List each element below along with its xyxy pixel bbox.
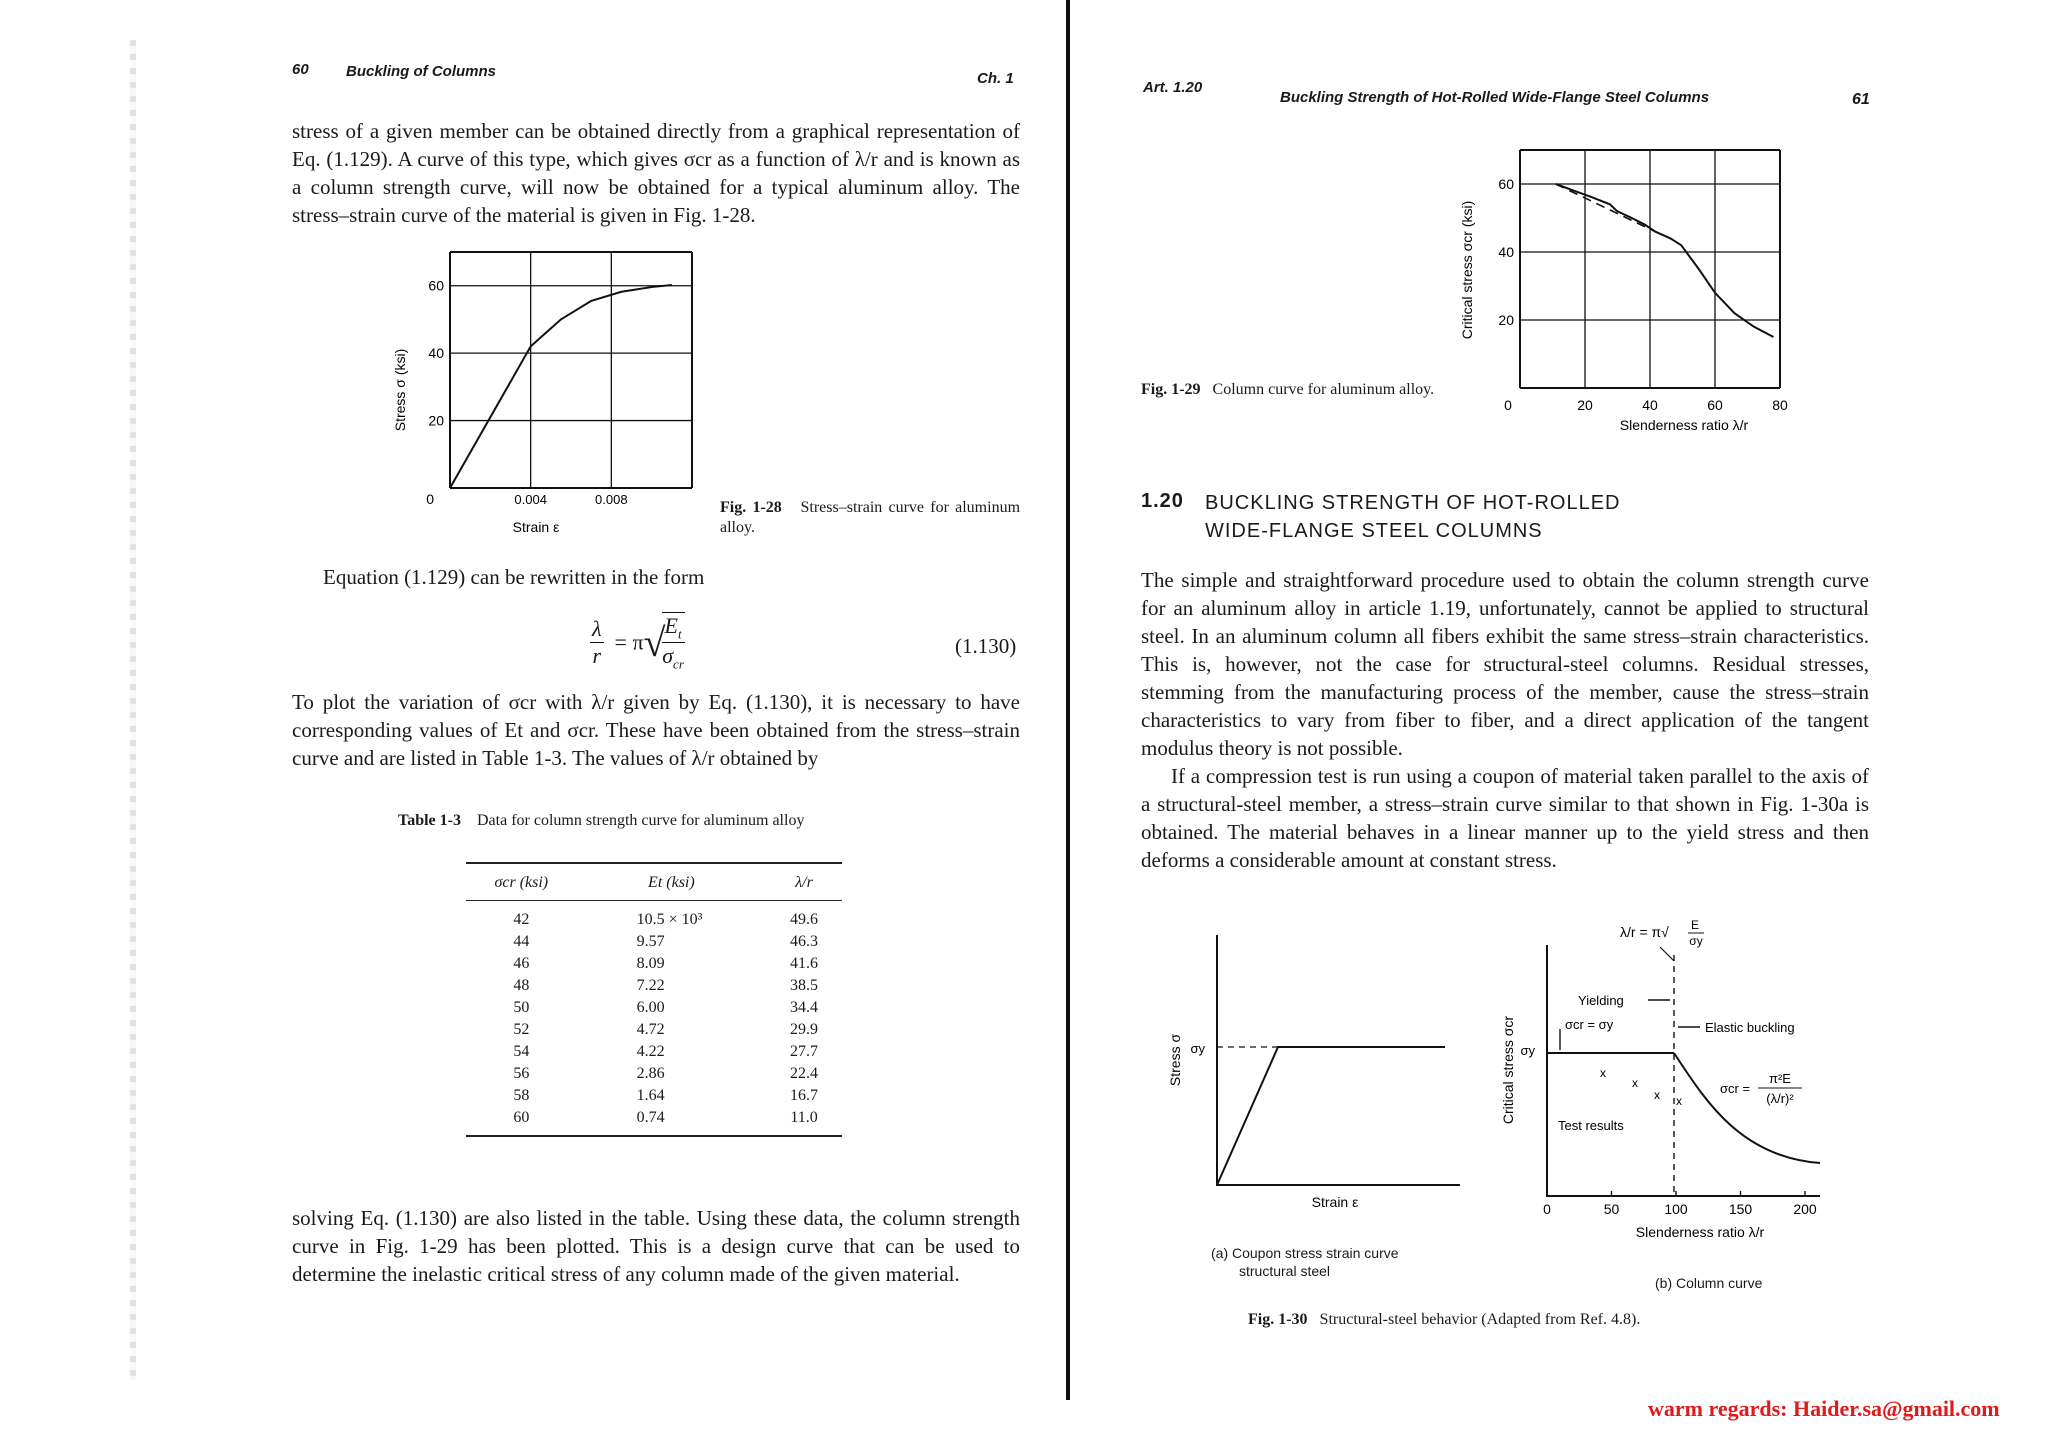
- left-running-title: Buckling of Columns: [346, 63, 496, 80]
- fig-1-30a-yield-label: σy: [1190, 1041, 1205, 1056]
- left-page-number: 60: [292, 61, 309, 78]
- fig-1-30b-xtick-label: 50: [1603, 1201, 1620, 1217]
- table-cell-et: 0.74: [577, 1107, 766, 1136]
- right-para-2: If a compression test is run using a coupon of material taken parallel to the axis of a structural-steel member, a stress–strain curve similar to that shown in Fig. 1-30a is obtained. The material behaves in a linear manner up to the yield stress and then deforms a considerable amount at constant stress.: [1141, 764, 1869, 872]
- fig-1-30b-test-mark: x: [1632, 1076, 1638, 1090]
- fig-1-30b-xtick-label: 100: [1664, 1201, 1688, 1217]
- table-cell-sigma: 50: [513, 999, 530, 1016]
- fig-1-30b-euler-den: (λ/r)²: [1766, 1091, 1794, 1106]
- fig-1-30b-euler-curve: [1674, 1053, 1820, 1163]
- eq-equals-pi: = π: [609, 629, 644, 655]
- fig-1-29-xtick-40: 40: [1642, 397, 1658, 413]
- eq-lambda: λ: [592, 615, 602, 641]
- fig-1-29-caption-text: Column curve for aluminum alloy.: [1212, 381, 1435, 398]
- fig-1-28-chart: [380, 240, 710, 550]
- table-cell-lambda: 27.7: [790, 1043, 819, 1060]
- fig-1-30-caption-num: Fig. 1-30: [1248, 1311, 1308, 1328]
- table-cell-et: 10.5 × 10³: [636, 911, 703, 928]
- right-page-number: 61: [1852, 91, 1870, 108]
- table-cell-sigma: 52: [513, 1021, 530, 1038]
- watermark: warm regards: Haider.sa@gmail.com: [1648, 1396, 2000, 1421]
- eq-radicand: $E_t$ $\sigma_{cr}$: [662, 613, 684, 672]
- fig-1-30b-yield-label: σy: [1520, 1043, 1535, 1058]
- table-row: [466, 901, 842, 932]
- right-article: Art. 1.20: [1143, 79, 1203, 96]
- fig-1-30b-transition-eq-lhs: λ/r = π√: [1620, 924, 1669, 940]
- table-cell-lambda: 49.6: [790, 911, 819, 928]
- fig-1-30a-curve: [1217, 1047, 1445, 1185]
- table-row: [466, 953, 842, 975]
- fig-1-29-caption: [1141, 380, 1441, 400]
- section-title-line-2: WIDE-FLANGE STEEL COLUMNS: [1205, 520, 1543, 542]
- fig-1-30b-caption: (b) Column curve: [1655, 1275, 1763, 1291]
- table-header-sigma: σcr (ksi): [466, 863, 577, 901]
- page-edge-shadow: [130, 40, 136, 1380]
- table-1-3-caption: [398, 811, 804, 831]
- fig-1-28-curve: [450, 285, 672, 488]
- fig-1-30b-yielding-label: Yielding: [1578, 993, 1624, 1008]
- table-cell-lambda: 38.5: [790, 977, 819, 994]
- table-cell-lambda: 22.4: [790, 1065, 819, 1082]
- fig-1-30a-caption: [1211, 1244, 1399, 1280]
- fig-1-30b-transition-eq-E: E: [1690, 918, 1700, 932]
- table-body: [466, 901, 842, 1137]
- table-cell-lambda: 11.0: [766, 1107, 842, 1136]
- table-row: [466, 931, 842, 953]
- table-row: [466, 997, 842, 1019]
- fig-1-29-xtick-0: 0: [1504, 397, 1512, 413]
- fig-1-29-ytick-40: 40: [1498, 244, 1514, 260]
- fig-1-29-xtick-60: 60: [1707, 397, 1723, 413]
- fig-1-30b-transition-arrow: [1660, 947, 1674, 961]
- table-row: [466, 1019, 842, 1041]
- fig-1-29-ytick-60: 60: [1498, 176, 1514, 192]
- table-cell-et: 6.00: [636, 999, 665, 1016]
- fig-1-30b-test-mark: x: [1654, 1088, 1660, 1102]
- fig-1-29-xtick-80: 80: [1772, 397, 1788, 413]
- table-cell-et: 7.22: [636, 977, 665, 994]
- fig-1-28-xtick-0008: 0.008: [595, 492, 628, 507]
- fig-1-29-ylabel: Critical stress σcr (ksi): [1459, 200, 1475, 340]
- table-row: [466, 1085, 842, 1107]
- table-row: [466, 975, 842, 997]
- right-running-title: Buckling Strength of Hot-Rolled Wide-Flange Steel Columns: [1280, 89, 1710, 106]
- table-cell-sigma: 46: [513, 955, 530, 972]
- fig-1-30b-euler-lhs: σcr =: [1720, 1081, 1751, 1096]
- fig-1-30b-euler-num: π²E: [1769, 1071, 1791, 1086]
- table-cell-et: 9.57: [636, 933, 665, 950]
- fig-1-30a-axes: [1217, 935, 1460, 1185]
- table-cell-et: 4.72: [636, 1021, 665, 1038]
- table-cell-et: 4.22: [636, 1043, 665, 1060]
- fig-1-30b-xtick-label: 0: [1543, 1201, 1551, 1217]
- fig-1-28-ytick-0: 0: [426, 491, 434, 507]
- fig-1-30a-ylabel: Stress σ: [1167, 1033, 1183, 1087]
- fig-1-30b-test-results: Test results: [1558, 1118, 1624, 1133]
- table-row: [466, 1107, 842, 1136]
- book-spine: [1066, 0, 1070, 1400]
- fig-1-28-ylabel: Stress σ (ksi): [392, 348, 408, 432]
- fig-1-28-caption-num: Fig. 1-28: [720, 499, 782, 516]
- table-cell-lambda: 16.7: [790, 1087, 819, 1104]
- table-row: [466, 1063, 842, 1085]
- table-1-3-caption-num: Table 1-3: [398, 812, 461, 829]
- table-1-3-caption-text: Data for column strength curve for aluminum alloy: [476, 812, 805, 829]
- right-para-1: The simple and straightforward procedure used to obtain the column strength curve for an aluminum alloy in article 1.19, unfortunately, cannot be applied to structural steel. In an aluminum column all fibers exhibit the same stress–strain characteristics. This is, however, not the case for structural-steel columns. Residual stresses, stemming from the manufacturing process of the member, cause the stress–strain characteristics to vary from fiber to fiber, and a direct application of the tangent modulus theory is not possible.: [1141, 568, 1869, 760]
- fig-1-30-chart: [1160, 905, 1880, 1285]
- fig-1-29-curve: [1556, 184, 1774, 337]
- left-para-1: stress of a given member can be obtained directly from a graphical representation of Eq. (1.129). A curve of this type, which gives σcr as a function of λ/r and is known as a column strength curve, will now be obtained for a typical aluminum alloy. The stress–strain curve of the material is given in Fig. 1-28.: [292, 119, 1020, 227]
- fig-1-30b-transition-eq-sigma: σy: [1689, 934, 1703, 948]
- fig-1-28-caption: [720, 498, 1020, 538]
- fig-1-29-ytick-20: 20: [1498, 312, 1514, 328]
- table-cell-lambda: 41.6: [790, 955, 819, 972]
- equation-number: (1.130): [955, 634, 1017, 658]
- table-cell-sigma: 60: [466, 1107, 577, 1136]
- table-cell-et: 8.09: [636, 955, 665, 972]
- fig-1-28-ytick-40: 40: [428, 345, 444, 362]
- fig-1-29-xtick-20: 20: [1577, 397, 1593, 413]
- fig-1-30-caption: [1248, 1310, 1640, 1330]
- table-cell-sigma: 42: [513, 911, 530, 928]
- table-cell-et: 2.86: [636, 1065, 665, 1082]
- table-cell-lambda: 29.9: [790, 1021, 819, 1038]
- equation-intro: Equation (1.129) can be rewritten in the form: [323, 565, 705, 589]
- fig-1-30b-xtick-label: 200: [1793, 1201, 1817, 1217]
- eq-r: r: [592, 642, 602, 668]
- fig-1-30b-test-mark: x: [1600, 1066, 1606, 1080]
- section-title-line-1: BUCKLING STRENGTH OF HOT-ROLLED: [1205, 492, 1621, 514]
- table-cell-sigma: 58: [513, 1087, 530, 1104]
- eq-sqrt-sign: √: [643, 619, 666, 665]
- table-cell-lambda: 46.3: [790, 933, 819, 950]
- fig-1-30b-ylabel: Critical stress σcr: [1500, 1015, 1516, 1125]
- table-header-et: Et (ksi): [577, 863, 766, 901]
- table-cell-sigma: 56: [513, 1065, 530, 1082]
- left-chapter: Ch. 1: [977, 70, 1014, 87]
- fig-1-30b-test-mark: x: [1676, 1094, 1682, 1108]
- table-cell-lambda: 34.4: [790, 999, 819, 1016]
- table-header-row: [466, 863, 842, 901]
- fig-1-29-dashed-line: [1556, 184, 1655, 232]
- fig-1-28-xtick-0004: 0.004: [514, 492, 547, 507]
- section-number: 1.20: [1141, 490, 1184, 512]
- fig-1-29-xlabel: Slenderness ratio λ/r: [1619, 417, 1749, 433]
- fig-1-30a-xlabel: Strain ε: [1311, 1194, 1359, 1210]
- equation-1-130: [590, 612, 685, 673]
- left-para-2: To plot the variation of σcr with λ/r given by Eq. (1.130), it is necessary to have corresponding values of Et and σcr. These have been obtained from the stress–strain curve and are listed in Table 1-3. The values of λ/r obtained by: [292, 690, 1020, 770]
- fig-1-28-ytick-60: 60: [428, 277, 444, 294]
- fig-1-30a-caption-line-1: (a) Coupon stress strain curve: [1211, 1245, 1399, 1261]
- fig-1-30-caption-text: Structural-steel behavior (Adapted from Ref. 4.8).: [1319, 1311, 1641, 1328]
- table-1-3: [466, 862, 842, 1137]
- table-cell-et: 1.64: [636, 1087, 665, 1104]
- fig-1-29-caption-num: Fig. 1-29: [1141, 381, 1201, 398]
- fig-1-30b-xtick-label: 150: [1728, 1201, 1753, 1217]
- left-para-3: solving Eq. (1.130) are also listed in the table. Using these data, the column strength curve in Fig. 1-29 has been plotted. This is a design curve that can be used to determine the inelastic critical stress of any column made of the given material.: [292, 1206, 1020, 1286]
- fig-1-28-caption-text: Stress–strain curve for aluminum alloy.: [720, 499, 1021, 536]
- fig-1-30a-caption-line-2: structural steel: [1239, 1263, 1331, 1279]
- table-row: [466, 1041, 842, 1063]
- fig-1-29-chart: [1450, 130, 1810, 450]
- fig-1-30b-yield-eq: σcr = σy: [1565, 1017, 1614, 1032]
- table-header-lambda: λ/r: [766, 863, 842, 901]
- table-cell-sigma: 48: [513, 977, 530, 994]
- fig-1-28-xlabel: Strain ε: [512, 519, 560, 535]
- fig-1-30b-elastic-label: Elastic buckling: [1705, 1020, 1795, 1035]
- fig-1-30b-xticks: [1543, 1191, 1817, 1217]
- fig-1-28-ytick-20: 20: [428, 412, 444, 429]
- table-cell-sigma: 44: [513, 933, 530, 950]
- table-cell-sigma: 54: [513, 1043, 530, 1060]
- fig-1-30b-xlabel: Slenderness ratio λ/r: [1635, 1224, 1765, 1240]
